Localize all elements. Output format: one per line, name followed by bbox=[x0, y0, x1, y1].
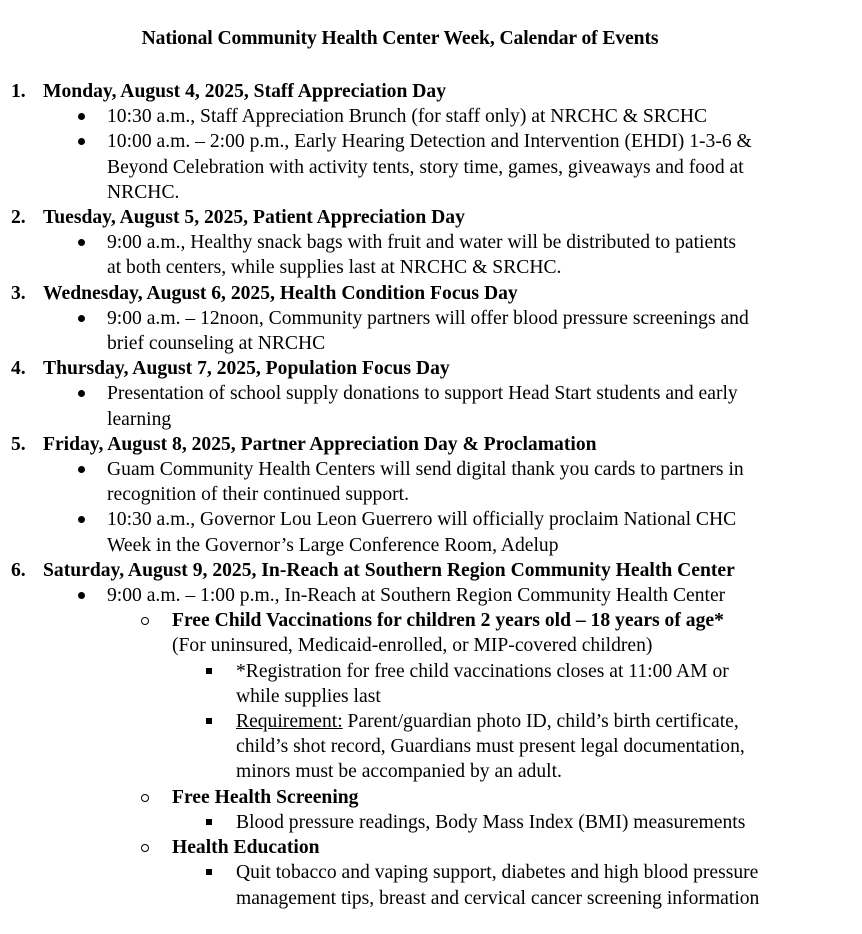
sub-event-note: (For uninsured, Medicaid-enrolled, or MIP-covered children) bbox=[172, 635, 653, 657]
requirement-label: Requirement: bbox=[236, 711, 343, 733]
event-text: 10:30 a.m., Governor Lou Leon Guerrero will officially proclaim National CHC bbox=[107, 509, 737, 531]
detail-text bbox=[236, 709, 862, 734]
event-text: at both centers, while supplies last at NRCHC & SRCHC. bbox=[107, 257, 562, 279]
detail-text: Quit tobacco and vaping support, diabetes and high blood pressure bbox=[236, 862, 759, 884]
document-title: National Community Health Center Week, Calendar of Events bbox=[141, 28, 659, 49]
detail-item bbox=[172, 659, 862, 709]
event-text: Beyond Celebration with activity tents, story time, games, giveaways and food at bbox=[107, 156, 744, 178]
detail-item bbox=[172, 709, 862, 785]
day-heading: Tuesday, August 5, 2025, Patient Appreciation Day bbox=[43, 207, 465, 229]
day-item-friday bbox=[0, 432, 862, 558]
sub-event-item-vaccinations bbox=[107, 608, 862, 784]
day-heading: Saturday, August 9, 2025, In-Reach at Southern Region Community Health Center bbox=[43, 559, 735, 581]
event-list bbox=[43, 230, 862, 280]
events-list bbox=[0, 79, 862, 911]
event-item bbox=[43, 104, 862, 129]
event-list bbox=[43, 381, 862, 431]
event-text: Week in the Governor’s Large Conference Room, Adelup bbox=[107, 534, 559, 556]
day-number: 6. bbox=[11, 559, 26, 581]
event-list bbox=[43, 306, 862, 356]
event-text: 9:00 a.m., Healthy snack bags with fruit and water will be distributed to patients bbox=[107, 232, 737, 254]
sub-event-heading bbox=[172, 608, 862, 633]
event-item bbox=[43, 507, 862, 557]
day-number: 1. bbox=[11, 81, 26, 102]
day-item-monday bbox=[0, 79, 862, 205]
day-heading: Thursday, August 7, 2025, Population Focus Day bbox=[43, 358, 450, 380]
sub-event-item-education bbox=[107, 835, 862, 911]
detail-item bbox=[172, 860, 862, 910]
event-text: brief counseling at NRCHC bbox=[107, 333, 326, 355]
bullet-disc-icon bbox=[78, 390, 85, 397]
event-list bbox=[43, 457, 862, 558]
detail-list bbox=[172, 810, 862, 835]
event-text: Guam Community Health Centers will send digital thank you cards to partners in bbox=[107, 459, 744, 481]
bullet-circle-icon bbox=[141, 844, 149, 852]
day-heading: Wednesday, August 6, 2025, Health Condition Focus Day bbox=[43, 282, 518, 304]
day-number: 4. bbox=[11, 358, 26, 380]
day-item-wednesday bbox=[0, 281, 862, 357]
sub-event-heading: Free Health Screening bbox=[172, 786, 359, 808]
bullet-disc-icon bbox=[78, 315, 85, 322]
day-item-thursday bbox=[0, 356, 862, 432]
bullet-disc-icon bbox=[78, 466, 85, 473]
event-item bbox=[43, 381, 862, 431]
day-number: 3. bbox=[11, 282, 26, 304]
day-number: 2. bbox=[11, 207, 26, 229]
bullet-square-icon bbox=[206, 668, 212, 674]
bullet-disc-icon bbox=[78, 516, 85, 523]
sub-event-item-screening bbox=[107, 785, 862, 835]
event-text: Presentation of school supply donations to support Head Start students and early bbox=[107, 383, 738, 405]
sub-event-heading: Health Education bbox=[172, 837, 320, 859]
bullet-disc-icon bbox=[78, 239, 85, 246]
detail-text: *Registration for free child vaccinations closes at 11:00 AM or bbox=[236, 660, 729, 682]
detail-text: while supplies last bbox=[236, 685, 381, 707]
detail-item bbox=[172, 810, 862, 835]
detail-text: management tips, breast and cervical cancer screening information bbox=[236, 887, 760, 909]
event-text: 10:00 a.m. – 2:00 p.m., Early Hearing Detection and Intervention (EHDI) 1-3-6 & bbox=[107, 131, 752, 153]
bullet-disc-icon bbox=[78, 138, 85, 145]
event-item bbox=[43, 583, 862, 911]
event-text: 9:00 a.m. – 1:00 p.m., In-Reach at Southern Region Community Health Center bbox=[107, 585, 726, 607]
detail-text: minors must be accompanied by an adult. bbox=[236, 761, 562, 783]
event-item bbox=[43, 306, 862, 356]
bullet-square-icon bbox=[206, 718, 212, 724]
day-item-saturday bbox=[0, 558, 862, 911]
asterisk-marker: * bbox=[714, 610, 724, 632]
detail-text: child’s shot record, Guardians must present legal documentation, bbox=[236, 736, 745, 758]
detail-list bbox=[172, 860, 862, 910]
sub-event-list bbox=[107, 608, 862, 910]
bullet-disc-icon bbox=[78, 113, 85, 120]
day-item-tuesday bbox=[0, 205, 862, 281]
detail-text: Blood pressure readings, Body Mass Index (BMI) measurements bbox=[236, 811, 746, 833]
event-list bbox=[43, 104, 862, 205]
bullet-square-icon bbox=[206, 869, 212, 875]
event-text: 10:30 a.m., Staff Appreciation Brunch (for staff only) at NRCHC & SRCHC bbox=[107, 106, 708, 128]
day-number: 5. bbox=[11, 433, 26, 455]
event-text: NRCHC. bbox=[107, 181, 180, 203]
day-heading: Monday, August 4, 2025, Staff Appreciation Day bbox=[43, 81, 446, 102]
event-item bbox=[43, 230, 862, 280]
event-item bbox=[43, 129, 862, 205]
event-item bbox=[43, 457, 862, 507]
event-list bbox=[43, 583, 862, 911]
detail-list bbox=[172, 659, 862, 785]
bullet-square-icon bbox=[206, 819, 212, 825]
bullet-circle-icon bbox=[141, 617, 149, 625]
event-text: recognition of their continued support. bbox=[107, 484, 410, 506]
bullet-disc-icon bbox=[78, 592, 85, 599]
document-page bbox=[0, 26, 862, 911]
requirement-text: Parent/guardian photo ID, child’s birth certificate, bbox=[342, 711, 739, 733]
event-text: learning bbox=[107, 408, 172, 430]
event-text: 9:00 a.m. – 12noon, Community partners will offer blood pressure screenings and bbox=[107, 307, 749, 329]
bullet-circle-icon bbox=[141, 794, 149, 802]
sub-event-heading-text: Free Child Vaccinations for children 2 years old – 18 years of age bbox=[172, 610, 715, 632]
day-heading: Friday, August 8, 2025, Partner Appreciation Day & Proclamation bbox=[43, 433, 597, 455]
